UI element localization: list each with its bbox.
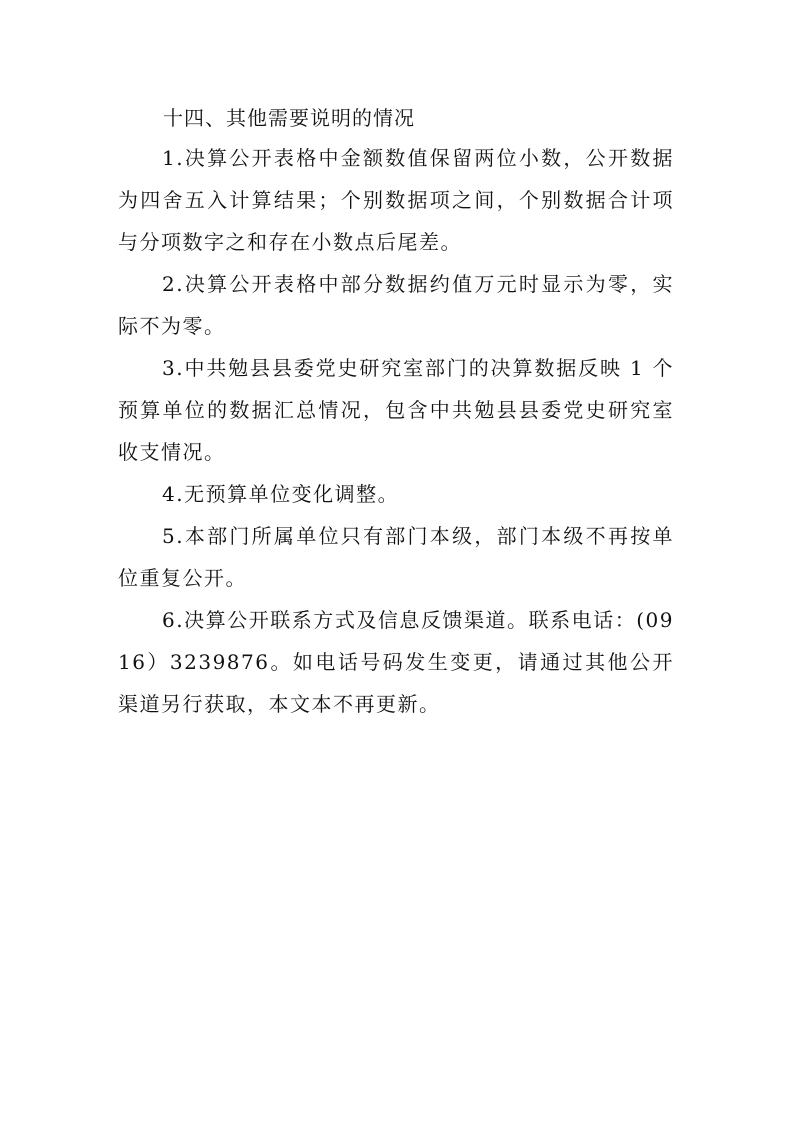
paragraph-affiliated-units: 5.本部门所属单位只有部门本级，部门本级不再按单位重复公开。: [118, 524, 674, 590]
paragraph-zero-display: 2.决算公开表格中部分数据约值万元时显示为零，实际不为零。: [118, 272, 674, 338]
paragraph-decimal-rounding: 1.决算公开表格中金额数值保留两位小数，公开数据为四舍五入计算结果；个别数据项之间，个别数据合计项与分项数字之和存在小数点后尾差。: [118, 146, 674, 254]
paragraph-unit-changes: 4.无预算单位变化调整。: [162, 482, 400, 506]
paragraph-budget-units: 3.中共勉县县委党史研究室部门的决算数据反映 1 个预算单位的数据汇总情况，包含中共勉县县委党史研究室收支情况。: [118, 356, 674, 464]
section-heading: 十四、其他需要说明的情况: [163, 106, 415, 130]
paragraph-contact-info: 6.决算公开联系方式及信息反馈渠道。联系电话：(0916）3239876。如电话号码发生变更，请通过其他公开渠道另行获取，本文本不再更新。: [118, 608, 674, 716]
